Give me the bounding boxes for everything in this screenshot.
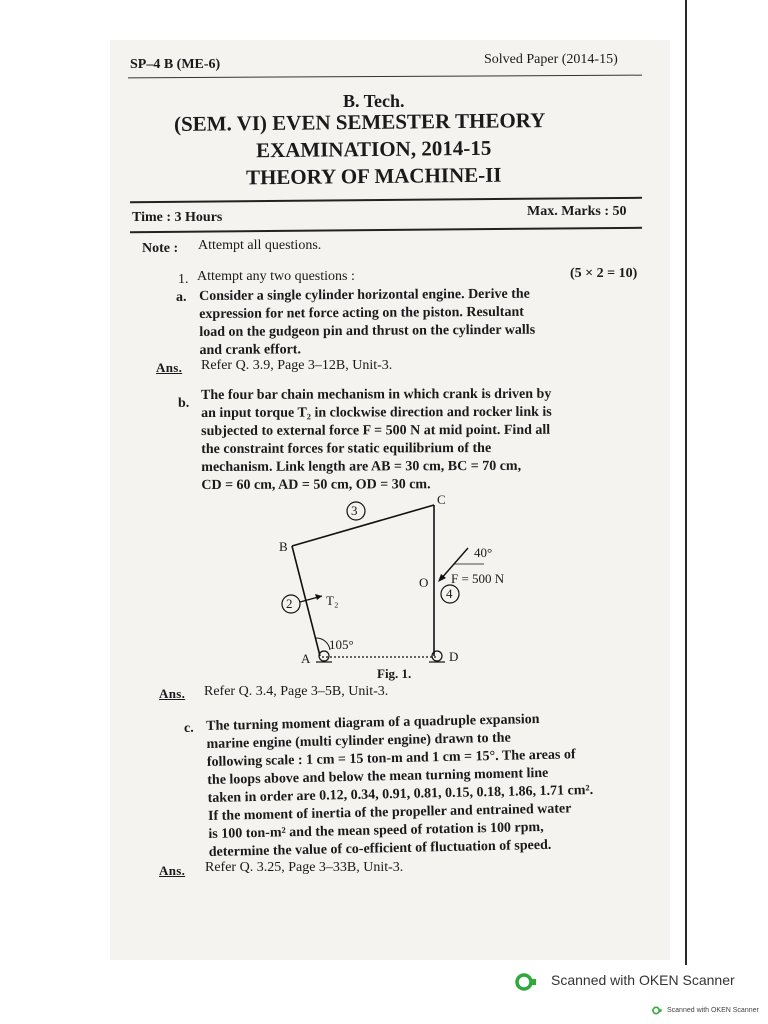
part-c-line: taken in order are 0.12, 0.34, 0.91, 0.81, 0.15, 0.18, 1.86, 1.71 cm². — [207, 782, 594, 806]
point-d-label: D — [449, 649, 459, 664]
point-o-label: O — [419, 575, 429, 590]
part-a-line: and crank effort. — [199, 342, 301, 358]
part-c-text — [206, 710, 594, 862]
question-number: 1. — [178, 272, 189, 287]
answer-ref-a: Refer Q. 3.9, Page 3–12B, Unit-3. — [201, 358, 393, 373]
degree-title: B. Tech. — [343, 91, 405, 111]
part-b-line: CD = 60 cm, AD = 50 cm, OD = 30 cm. — [201, 477, 431, 493]
part-c-line: marine engine (multi cylinder engine) drawn to the — [206, 730, 511, 752]
pivot-a — [319, 651, 329, 661]
scanner-watermark-small-text: Scanned with OKEN Scanner — [667, 1007, 759, 1014]
scan-edge-line — [685, 0, 687, 965]
torque-label: T₂ — [326, 593, 339, 608]
question-instruction: Attempt any two questions : — [197, 269, 355, 284]
exam-max-marks: Max. Marks : 50 — [527, 204, 627, 219]
question-marks: (5 × 2 = 10) — [570, 266, 638, 281]
part-a-line: expression for net force acting on the piston. Resultant — [199, 304, 524, 322]
part-c-letter: c. — [184, 721, 194, 736]
answer-label-c: Ans. — [159, 863, 186, 878]
point-c-label: C — [437, 492, 446, 507]
force-angle-label: 40° — [474, 545, 493, 560]
part-a-line: Consider a single cylinder horizontal engine. Derive the — [199, 286, 530, 304]
part-c-line: is 100 ton-m² and the mean speed of rotation is 100 rpm, — [208, 819, 544, 842]
part-a-letter: a. — [176, 290, 187, 305]
answer-label-b: Ans. — [159, 686, 186, 701]
part-c-line: determine the value of co-efficient of fluctuation of speed. — [208, 837, 552, 860]
link-bc — [292, 505, 434, 546]
part-c-line: the loops above and below the mean turning moment line — [207, 765, 549, 788]
scanner-watermark-text: Scanned with OKEN Scanner — [551, 972, 735, 988]
subject-title: THEORY OF MACHINE-II — [245, 162, 502, 190]
part-b-line: the constraint forces for static equilibrium of the — [201, 440, 492, 457]
scanner-logo-small-icon — [652, 1006, 662, 1015]
point-b-label: B — [279, 539, 288, 554]
part-c-line: following scale : 1 cm = 15 ton-m and 1 cm = 15°. The areas of — [206, 747, 576, 770]
link-3-number: 3 — [351, 503, 358, 518]
part-b-text — [201, 386, 552, 495]
answer-ref-b: Refer Q. 3.4, Page 3–5B, Unit-3. — [204, 684, 389, 699]
exam-title: EXAMINATION, 2014-15 — [255, 135, 492, 163]
solved-paper-label: Solved Paper (2014-15) — [484, 52, 618, 67]
part-b-line: The four bar chain mechanism in which crank is driven by — [201, 386, 552, 403]
note-text: Attempt all questions. — [198, 238, 322, 253]
answer-label-a: Ans. — [156, 360, 183, 375]
part-b-letter: b. — [178, 396, 190, 411]
part-b-line: subjected to external force F = 500 N at mid point. Find all — [201, 422, 551, 439]
point-a-label: A — [301, 651, 311, 666]
figure-caption: Fig. 1. — [377, 666, 412, 681]
answer-ref-c: Refer Q. 3.25, Page 3–33B, Unit-3. — [205, 860, 404, 875]
semester-title: (SEM. VI) EVEN SEMESTER THEORY — [173, 108, 546, 136]
exam-time: Time : 3 Hours — [132, 210, 223, 225]
part-c-line: If the moment of inertia of the propeller and entrained water — [207, 801, 572, 824]
part-a-text — [199, 286, 535, 360]
scanner-logo-icon — [515, 973, 537, 991]
part-b-line: mechanism. Link length are AB = 30 cm, BC = 70 cm, — [201, 458, 522, 475]
part-c-line: The turning moment diagram of a quadruple expansion — [206, 712, 540, 734]
force-label: F = 500 N — [451, 571, 505, 586]
paper-code: SP–4 B (ME-6) — [130, 57, 221, 72]
part-b-line: an input torque T₂ in clockwise direction and rocker link is — [201, 404, 552, 421]
link-2-number: 2 — [286, 596, 293, 611]
crank-angle-label: 105° — [329, 637, 354, 652]
part-a-line: load on the gudgeon pin and thrust on the cylinder walls — [199, 322, 536, 340]
link-4-number: 4 — [446, 586, 453, 601]
note-label: Note : — [142, 241, 179, 256]
